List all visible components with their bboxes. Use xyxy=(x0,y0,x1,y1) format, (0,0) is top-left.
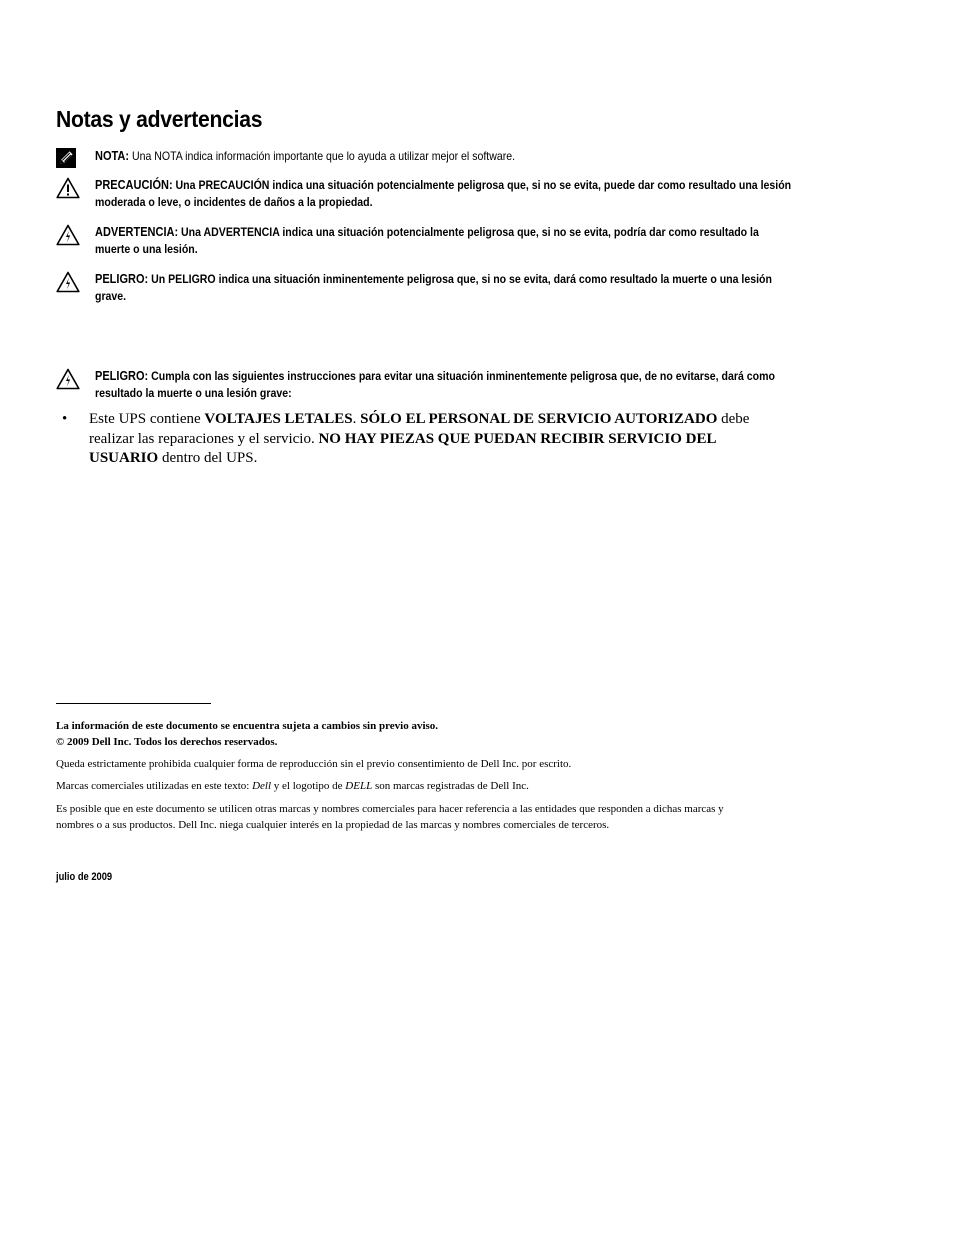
footer-info-line: La información de este documento se encuentra sujeta a cambios sin previo aviso. xyxy=(56,720,439,732)
danger-instructions-text: Cumpla con las siguientes instrucciones para evitar una situación inminentemente peligrosa que, de no evitarse, dará como resultado la muerte o una lesión grave: xyxy=(95,369,775,400)
bullet-dot: • xyxy=(62,411,68,427)
caution-text: Una PRECAUCIÓN indica una situación potencialmente peligrosa que, si no se evita, puede dar como resultado una lesión moderada o leve, o incidentes de daños a la propiedad. xyxy=(95,178,792,209)
note-notice xyxy=(56,148,756,165)
lightning-triangle-icon xyxy=(56,271,78,293)
danger-instructions-notice xyxy=(56,368,775,402)
warning-label: ADVERTENCIA: xyxy=(95,225,179,239)
footer-trademarks xyxy=(56,779,746,795)
trademarks-dell: Dell xyxy=(252,780,272,792)
caution-label: PRECAUCIÓN: xyxy=(95,178,173,192)
page-title: Notas y advertencias xyxy=(56,106,263,132)
danger-notice xyxy=(56,271,772,305)
danger-instructions-label: PELIGRO: xyxy=(95,369,149,383)
bullet-bold-part: NO HAY PIEZAS QUE PUEDAN RECIBIR SERVICIO DEL USUARIO xyxy=(89,430,716,466)
footer-divider xyxy=(56,703,211,704)
bullet-bold-part: SÓLO EL PERSONAL DE SERVICIO AUTORIZADO xyxy=(360,411,718,427)
note-text: Una NOTA indica información importante que lo ayuda a utilizar mejor el software. xyxy=(131,149,516,163)
lightning-triangle-icon xyxy=(56,224,78,246)
caution-notice xyxy=(56,177,792,211)
trademarks-text: son marcas registradas de Dell Inc. xyxy=(372,780,529,792)
danger-label: PELIGRO: xyxy=(95,272,149,286)
footer-other-marks: Es posible que en este documento se utilicen otras marcas y nombres comerciales para hacer referencia a las entidades que responden a dichas marcas y nombres o a sus productos. Dell Inc. niega cualquier interés en la propiedad de las marcas y nombres comerciales de terceros. xyxy=(56,803,724,831)
copyright-line: © 2009 Dell Inc. Todos los derechos reservados. xyxy=(56,735,278,748)
danger-text: Un PELIGRO indica una situación inminentemente peligrosa que, si no se evita, dará como resultado la muerte o una lesión grave. xyxy=(95,272,772,303)
bullet-item xyxy=(62,410,762,469)
trademarks-text: Marcas comerciales utilizadas en este texto: xyxy=(56,780,253,792)
warning-notice xyxy=(56,224,759,258)
caution-triangle-icon xyxy=(56,177,78,199)
bullet-text xyxy=(89,410,762,469)
trademarks-text: y el logotipo de xyxy=(271,780,346,792)
pencil-note-icon xyxy=(56,148,78,170)
bullet-text-part: debe realizar las reparaciones y el servicio. xyxy=(89,411,750,447)
trademarks-dell-logo: DELL xyxy=(345,780,373,792)
footer-info xyxy=(56,719,746,750)
bullet-text-part: dentro del UPS. xyxy=(158,450,258,466)
lightning-triangle-icon xyxy=(56,368,78,390)
note-label: NOTA: xyxy=(95,149,130,163)
footer-reproduction: Queda estrictamente prohibida cualquier forma de reproducción sin el previo consentimiento de Dell Inc. por escrito. xyxy=(56,758,572,770)
warning-text: Una ADVERTENCIA indica una situación potencialmente peligrosa que, si no se evita, podría dar como resultado la muerte o una lesión. xyxy=(95,225,759,256)
publication-date: julio de 2009 xyxy=(56,871,113,883)
bullet-text-part: Este UPS contiene xyxy=(89,411,205,427)
bullet-text-part: . xyxy=(352,411,361,427)
bullet-bold-part: VOLTAJES LETALES xyxy=(204,411,353,427)
